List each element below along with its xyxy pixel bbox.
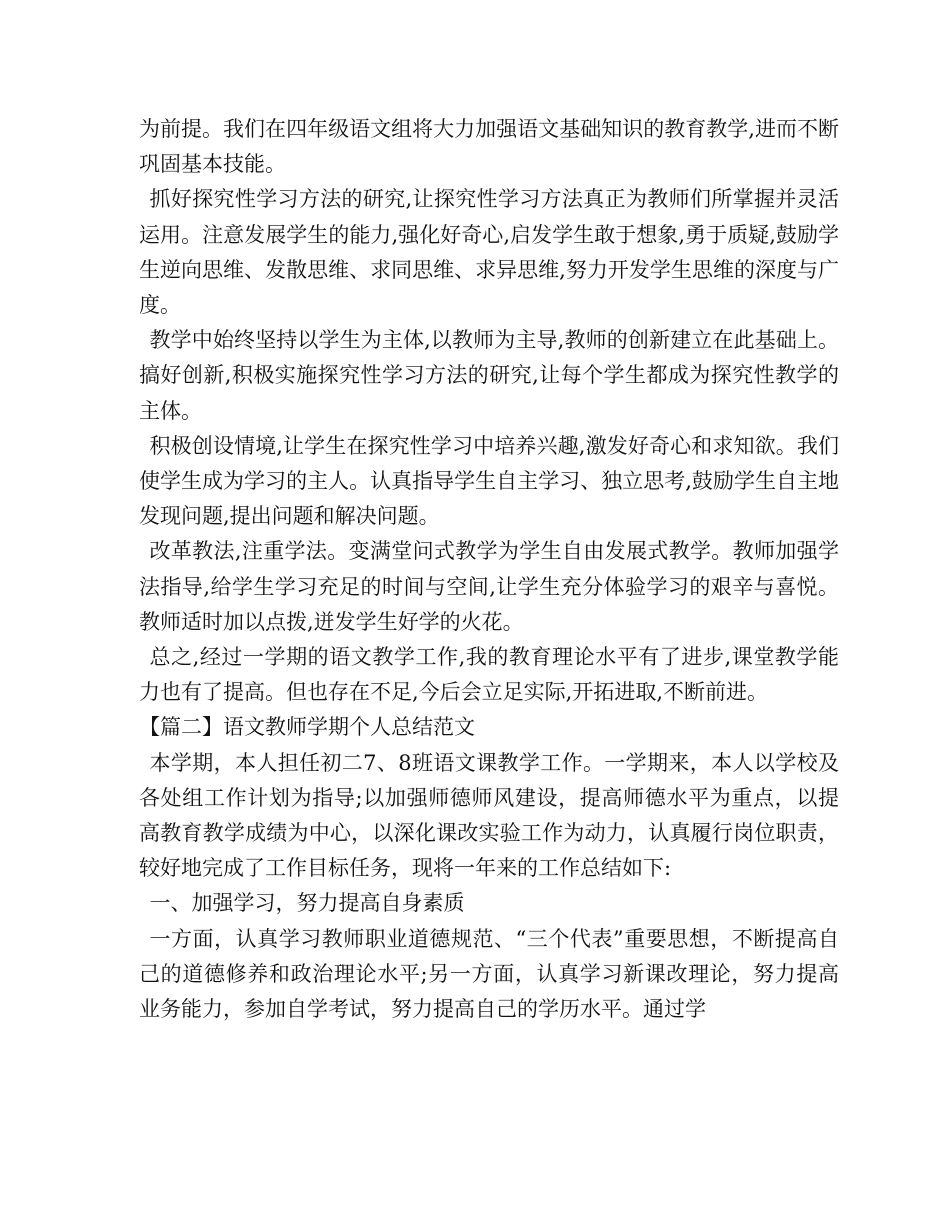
paragraph-semester-intro: 本学期，本人担任初二7、8班语文课教学工作。一学期来，本人以学校及各处组工作计划为指导;以加强师德师风建设，提高师德水平为重点，以提高教育教学成绩为中心，以深化课改实验工作为动力，认真履行岗位职责，较好地完成了工作目标任务，现将一年来的工作总结如下: — [139, 750, 839, 881]
paragraph-conclusion: 总之,经过一学期的语文教学工作,我的教育理论水平有了进步,课堂教学能力也有了提高。但也存在不足,今后会立足实际,开拓进取,不断前进。 — [139, 645, 839, 705]
subheading-study: 一、加强学习，努力提高自身素质 — [149, 891, 465, 916]
paragraph-study-details: 一方面，认真学习教师职业道德规范、“三个代表”重要思想，不断提高自己的道德修养和政治理论水平;另一方面，认真学习新课改理论，努力提高业务能力，参加自学考试，努力提高自己的学历水平。通过学 — [139, 926, 839, 1022]
paragraph-inquiry-learning: 抓好探究性学习方法的研究,让探究性学习方法真正为教师们所掌握并灵活运用。注意发展学生的能力,强化好奇心,启发学生敢于想象,勇于质疑,鼓励学生逆向思维、发散思维、求同思维、求异思维,努力开发学生思维的深度与广度。 — [139, 187, 839, 318]
paragraph-create-situations: 积极创设情境,让学生在探究性学习中培养兴趣,激发好奇心和求知欲。我们使学生成为学习的主人。认真指导学生自主学习、独立思考,鼓励学生自主地发现问题,提出问题和解决问题。 — [139, 433, 839, 529]
section-heading: 【篇二】语文教师学期个人总结范文 — [139, 715, 475, 740]
document-body — [139, 112, 839, 1027]
paragraph-reform-methods: 改革教法,注重学法。变满堂问式教学为学生自由发展式教学。教师加强学法指导,给学生学习充足的时间与空间,让学生充分体验学习的艰辛与喜悦。教师适时加以点拨,迸发学生好学的火花。 — [139, 539, 839, 634]
paragraph-student-centered: 教学中始终坚持以学生为主体,以教师为主导,教师的创新建立在此基础上。搞好创新,积极实施探究性学习方法的研究,让每个学生都成为探究性教学的主体。 — [139, 328, 839, 423]
paragraph-continuation: 为前提。我们在四年级语文组将大力加强语文基础知识的教育教学,进而不断巩固基本技能。 — [139, 117, 839, 177]
